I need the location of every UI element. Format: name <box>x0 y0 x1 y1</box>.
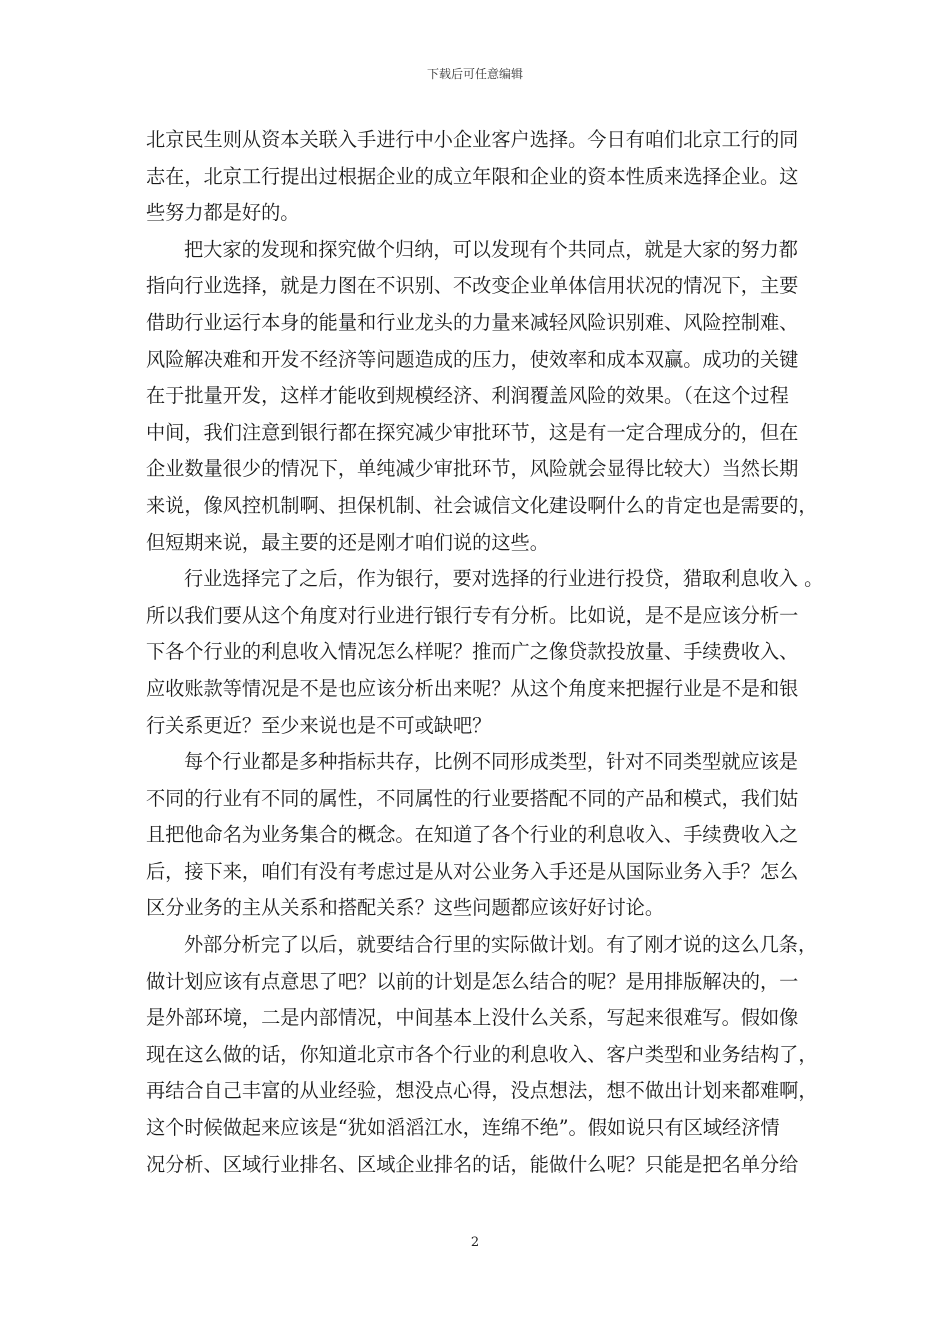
text-line: 况分析、区域行业排名、区域企业排名的话，能做什么呢？只能是把名单分给 <box>146 1152 799 1176</box>
text-line: 这个时候做起来应该是“犹如滔滔江水，连绵不绝”。假如说只有区域经济情 <box>146 1116 780 1140</box>
text-line: 下各个行业的利息收入情况怎么样呢？推而广之像贷款投放量、手续费收入、 <box>146 640 799 664</box>
text-line: 行关系更近？至少来说也是不可或缺吧？ <box>146 713 492 737</box>
page-number: 2 <box>470 1235 480 1250</box>
text-line: 指向行业选择，就是力图在不识别、不改变企业单体信用状况的情况下，主要 <box>146 274 799 298</box>
text-line: 把大家的发现和探究做个归纳，可以发现有个共同点，就是大家的努力都 <box>184 237 798 261</box>
text-line: 应收账款等情况是不是也应该分析出来呢？从这个角度来把握行业是不是和银 <box>146 676 799 700</box>
text-line: 志在，北京工行提出过根据企业的成立年限和企业的资本性质来选择企业。这 <box>146 164 799 188</box>
text-line: 在于批量开发，这样才能收到规模经济、利润覆盖风险的效果。（在这个过程 <box>146 384 789 408</box>
text-line: 企业数量很少的情况下，单纯减少审批环节，风险就会显得比较大）当然长期 <box>146 457 799 481</box>
text-line: 些努力都是好的。 <box>146 201 300 225</box>
text-line: 但短期来说，最主要的还是刚才咱们说的这些。 <box>146 530 549 554</box>
page-header: 下载后可任意编辑 <box>426 67 523 81</box>
text-line: 借助行业运行本身的能量和行业龙头的力量来减轻风险识别难、风险控制难、 <box>146 310 799 334</box>
text-line: 行业选择完了之后，作为银行，要对选择的行业进行投贷，猎取利息收入 。 <box>184 567 824 591</box>
text-line: 做计划应该有点意思了吧？以前的计划是怎么结合的呢？是用排版解决的，一 <box>146 969 799 993</box>
text-line: 来说，像风控机制啊、担保机制、社会诚信文化建设啊什么的肯定也是需要的， <box>146 493 818 517</box>
text-line: 再结合自己丰富的从业经验，想没点心得，没点想法，想不做出计划来都难啊， <box>146 1079 818 1103</box>
text-line: 且把他命名为业务集合的概念。在知道了各个行业的利息收入、手续费收入之 <box>146 823 799 847</box>
text-line: 外部分析完了以后，就要结合行里的实际做计划。有了刚才说的这么几条， <box>184 933 818 957</box>
text-line: 后，接下来，咱们有没有考虑过是从对公业务入手还是从国际业务入手？怎么 <box>146 859 799 883</box>
text-line: 现在这么做的话，你知道北京市各个行业的利息收入、客户类型和业务结构了， <box>146 1042 818 1066</box>
text-line: 风险解决难和开发不经济等问题造成的压力，使效率和成本双赢。成功的关键 <box>146 347 799 371</box>
text-line: 中间，我们注意到银行都在探究减少审批环节，这是有一定合理成分的，但在 <box>146 420 799 444</box>
text-line: 区分业务的主从关系和搭配关系？这些问题都应该好好讨论。 <box>146 896 665 920</box>
text-line: 每个行业都是多种指标共存，比例不同形成类型，针对不同类型就应该是 <box>184 750 798 774</box>
body-text <box>146 122 824 1183</box>
text-line: 是外部环境，二是内部情况，中间基本上没什么关系，写起来很难写。假如像 <box>146 1006 799 1030</box>
text-line: 所以我们要从这个角度对行业进行银行专有分析。比如说，是不是应该分析一 <box>146 603 799 627</box>
text-line: 不同的行业有不同的属性，不同属性的行业要搭配不同的产品和模式，我们姑 <box>146 786 799 810</box>
text-line: 北京民生则从资本关联入手进行中小企业客户选择。今日有咱们北京工行的同 <box>146 128 799 151</box>
